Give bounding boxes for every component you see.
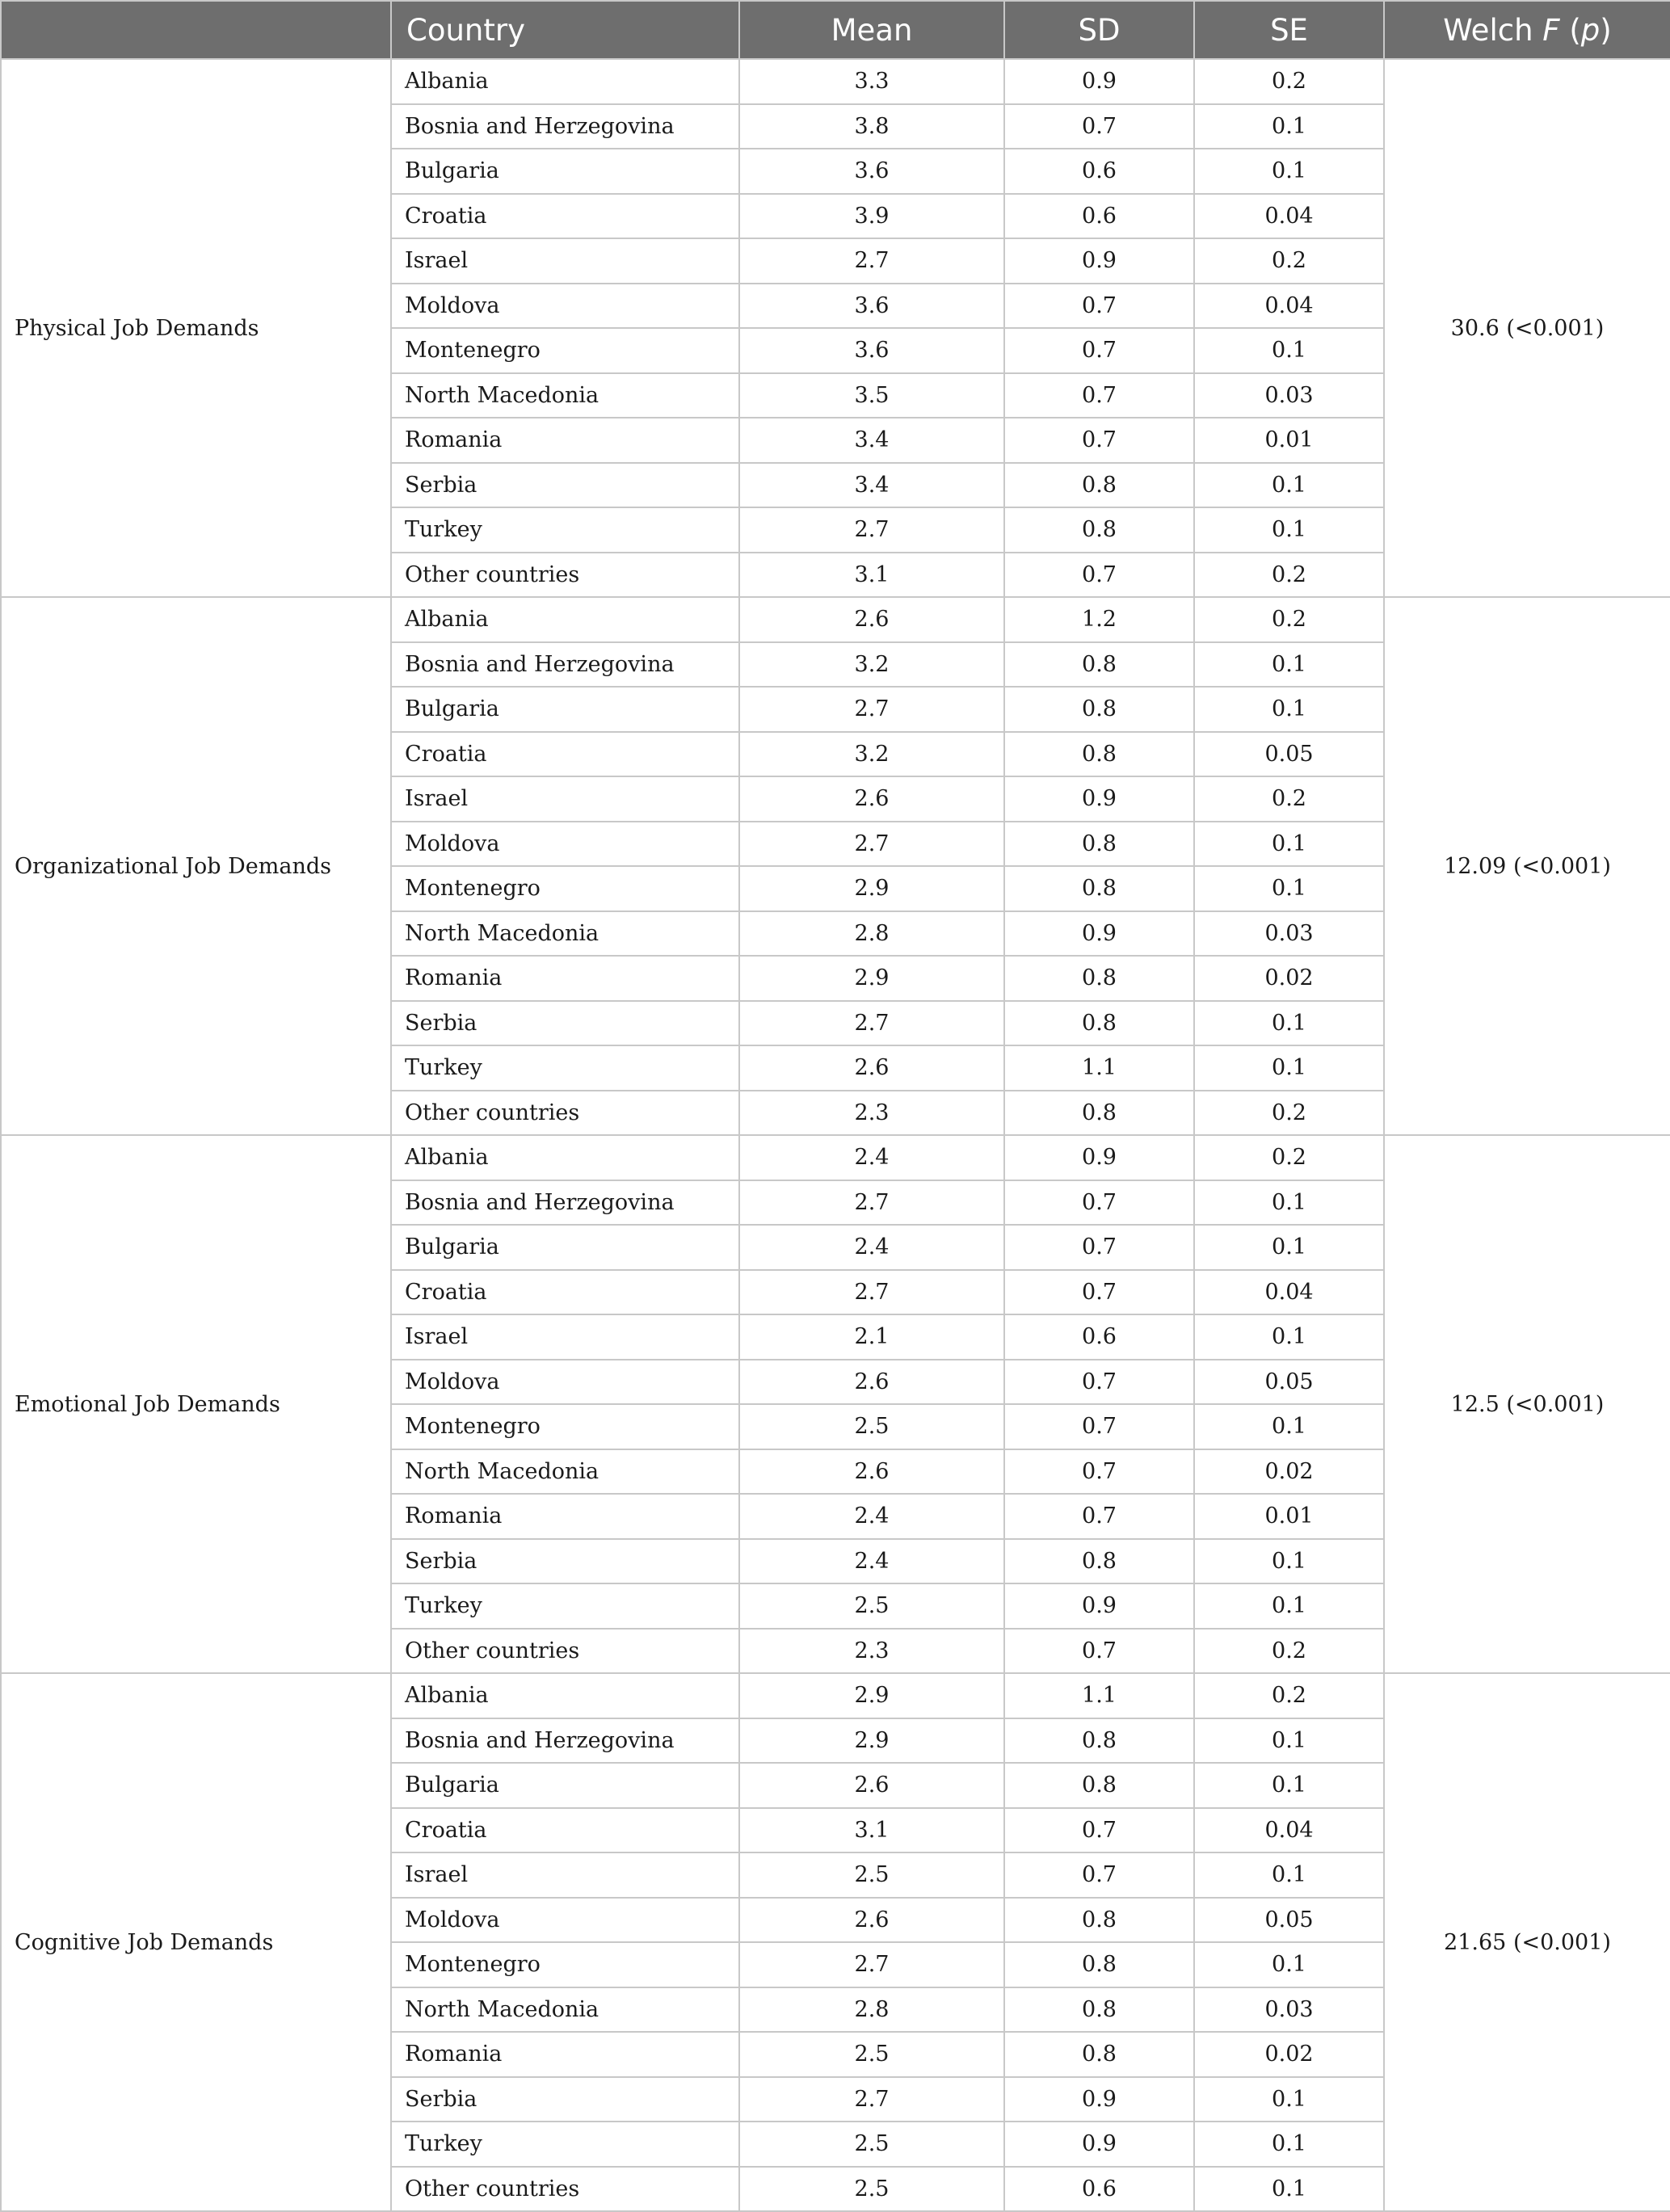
- se-cell: 0.1: [1194, 1404, 1384, 1449]
- country-cell: Romania: [391, 418, 739, 463]
- sd-cell: 0.7: [1004, 418, 1194, 463]
- se-cell: 0.1: [1194, 822, 1384, 867]
- mean-cell: 2.4: [739, 1494, 1004, 1539]
- country-cell: Bosnia and Herzegovina: [391, 1180, 739, 1226]
- welch-cell: 21.65 (<0.001): [1384, 1673, 1670, 2211]
- se-cell: 0.03: [1194, 373, 1384, 418]
- country-cell: Montenegro: [391, 1942, 739, 1987]
- mean-cell: 3.1: [739, 553, 1004, 598]
- sd-cell: 0.9: [1004, 911, 1194, 957]
- country-cell: Croatia: [391, 732, 739, 777]
- sd-cell: 0.7: [1004, 1270, 1194, 1315]
- se-cell: 0.02: [1194, 956, 1384, 1001]
- se-cell: 0.02: [1194, 1449, 1384, 1495]
- se-cell: 0.1: [1194, 1942, 1384, 1987]
- country-cell: Croatia: [391, 1808, 739, 1853]
- sd-cell: 0.7: [1004, 328, 1194, 373]
- country-cell: Bosnia and Herzegovina: [391, 1718, 739, 1764]
- country-cell: Romania: [391, 2032, 739, 2077]
- country-cell: Albania: [391, 597, 739, 642]
- mean-cell: 2.5: [739, 1404, 1004, 1449]
- sd-cell: 0.7: [1004, 1808, 1194, 1853]
- country-cell: North Macedonia: [391, 1449, 739, 1495]
- se-cell: 0.1: [1194, 1763, 1384, 1808]
- sd-cell: 0.8: [1004, 1091, 1194, 1136]
- sd-cell: 0.7: [1004, 1360, 1194, 1405]
- variable-label: Organizational Job Demands: [1, 597, 391, 1135]
- mean-cell: 2.9: [739, 866, 1004, 911]
- sd-cell: 0.8: [1004, 1539, 1194, 1584]
- country-cell: North Macedonia: [391, 373, 739, 418]
- header-welch-open: (: [1559, 12, 1581, 48]
- se-cell: 0.01: [1194, 1494, 1384, 1539]
- sd-cell: 0.7: [1004, 1180, 1194, 1226]
- country-cell: Romania: [391, 956, 739, 1001]
- mean-cell: 3.6: [739, 328, 1004, 373]
- se-cell: 0.1: [1194, 104, 1384, 149]
- se-cell: 0.1: [1194, 1539, 1384, 1584]
- country-cell: Montenegro: [391, 328, 739, 373]
- variable-label: Physical Job Demands: [1, 59, 391, 597]
- header-variable: [1, 1, 391, 59]
- mean-cell: 3.9: [739, 194, 1004, 239]
- header-sd: SD: [1004, 1, 1194, 59]
- mean-cell: 2.7: [739, 1942, 1004, 1987]
- se-cell: 0.04: [1194, 1270, 1384, 1315]
- se-cell: 0.1: [1194, 1225, 1384, 1270]
- mean-cell: 2.7: [739, 1001, 1004, 1046]
- se-cell: 0.05: [1194, 1898, 1384, 1943]
- se-cell: 0.1: [1194, 463, 1384, 508]
- sd-cell: 0.9: [1004, 59, 1194, 104]
- se-cell: 0.1: [1194, 2122, 1384, 2167]
- sd-cell: 0.6: [1004, 1314, 1194, 1360]
- mean-cell: 3.3: [739, 59, 1004, 104]
- country-cell: Turkey: [391, 2122, 739, 2167]
- sd-cell: 0.7: [1004, 1404, 1194, 1449]
- se-cell: 0.05: [1194, 1360, 1384, 1405]
- country-cell: Israel: [391, 238, 739, 284]
- se-cell: 0.2: [1194, 1629, 1384, 1674]
- country-cell: Other countries: [391, 1629, 739, 1674]
- country-cell: Israel: [391, 1314, 739, 1360]
- sd-cell: 0.8: [1004, 866, 1194, 911]
- country-cell: Croatia: [391, 1270, 739, 1315]
- sd-cell: 0.7: [1004, 1225, 1194, 1270]
- se-cell: 0.05: [1194, 732, 1384, 777]
- mean-cell: 3.4: [739, 418, 1004, 463]
- mean-cell: 2.6: [739, 1763, 1004, 1808]
- sd-cell: 0.9: [1004, 2077, 1194, 2122]
- sd-cell: 0.7: [1004, 373, 1194, 418]
- sd-cell: 0.6: [1004, 194, 1194, 239]
- sd-cell: 0.8: [1004, 1898, 1194, 1943]
- welch-cell: 12.5 (<0.001): [1384, 1135, 1670, 1673]
- se-cell: 0.04: [1194, 194, 1384, 239]
- mean-cell: 2.5: [739, 1583, 1004, 1629]
- se-cell: 0.1: [1194, 328, 1384, 373]
- mean-cell: 2.6: [739, 1045, 1004, 1091]
- sd-cell: 0.7: [1004, 104, 1194, 149]
- mean-cell: 2.7: [739, 687, 1004, 732]
- mean-cell: 2.7: [739, 238, 1004, 284]
- country-cell: Montenegro: [391, 866, 739, 911]
- sd-cell: 0.6: [1004, 149, 1194, 194]
- se-cell: 0.01: [1194, 418, 1384, 463]
- se-cell: 0.1: [1194, 2077, 1384, 2122]
- country-cell: Bosnia and Herzegovina: [391, 104, 739, 149]
- country-cell: Israel: [391, 1852, 739, 1898]
- sd-cell: 0.8: [1004, 1001, 1194, 1046]
- sd-cell: 1.1: [1004, 1673, 1194, 1718]
- se-cell: 0.1: [1194, 1583, 1384, 1629]
- header-country: Country: [391, 1, 739, 59]
- sd-cell: 0.8: [1004, 822, 1194, 867]
- country-cell: Serbia: [391, 2077, 739, 2122]
- sd-cell: 0.7: [1004, 1629, 1194, 1674]
- country-cell: Bosnia and Herzegovina: [391, 642, 739, 688]
- sd-cell: 0.9: [1004, 238, 1194, 284]
- se-cell: 0.2: [1194, 1673, 1384, 1718]
- mean-cell: 2.8: [739, 911, 1004, 957]
- table-row: [1, 1673, 1670, 1718]
- table-header: [1, 1, 1670, 59]
- sd-cell: 0.7: [1004, 1852, 1194, 1898]
- se-cell: 0.1: [1194, 149, 1384, 194]
- country-cell: Bulgaria: [391, 1763, 739, 1808]
- sd-cell: 0.7: [1004, 553, 1194, 598]
- sd-cell: 0.9: [1004, 1583, 1194, 1629]
- header-welch-p: p: [1580, 12, 1601, 48]
- sd-cell: 0.8: [1004, 1987, 1194, 2033]
- country-cell: Moldova: [391, 822, 739, 867]
- sd-cell: 0.6: [1004, 2167, 1194, 2212]
- welch-cell: 12.09 (<0.001): [1384, 597, 1670, 1135]
- country-cell: Turkey: [391, 1045, 739, 1091]
- sd-cell: 0.8: [1004, 956, 1194, 1001]
- sd-cell: 0.9: [1004, 1135, 1194, 1180]
- mean-cell: 2.7: [739, 822, 1004, 867]
- country-cell: Other countries: [391, 1091, 739, 1136]
- country-cell: Bulgaria: [391, 687, 739, 732]
- mean-cell: 3.6: [739, 284, 1004, 329]
- mean-cell: 2.5: [739, 1852, 1004, 1898]
- country-cell: Turkey: [391, 507, 739, 553]
- country-cell: Romania: [391, 1494, 739, 1539]
- header-row: [1, 1, 1670, 59]
- se-cell: 0.1: [1194, 1718, 1384, 1764]
- mean-cell: 2.6: [739, 1360, 1004, 1405]
- country-cell: Israel: [391, 776, 739, 822]
- header-se: SE: [1194, 1, 1384, 59]
- mean-cell: 3.1: [739, 1808, 1004, 1853]
- mean-cell: 2.9: [739, 1673, 1004, 1718]
- mean-cell: 2.4: [739, 1135, 1004, 1180]
- se-cell: 0.03: [1194, 911, 1384, 957]
- mean-cell: 2.8: [739, 1987, 1004, 2033]
- se-cell: 0.1: [1194, 1045, 1384, 1091]
- table-body: [1, 59, 1670, 2211]
- se-cell: 0.2: [1194, 238, 1384, 284]
- table-row: [1, 59, 1670, 104]
- mean-cell: 3.8: [739, 104, 1004, 149]
- mean-cell: 2.5: [739, 2122, 1004, 2167]
- mean-cell: 3.2: [739, 732, 1004, 777]
- country-cell: Moldova: [391, 1898, 739, 1943]
- header-welch-prefix: Welch: [1443, 12, 1543, 48]
- country-cell: Turkey: [391, 1583, 739, 1629]
- sd-cell: 0.9: [1004, 776, 1194, 822]
- se-cell: 0.1: [1194, 687, 1384, 732]
- mean-cell: 2.6: [739, 1898, 1004, 1943]
- se-cell: 0.03: [1194, 1987, 1384, 2033]
- mean-cell: 2.1: [739, 1314, 1004, 1360]
- sd-cell: 0.8: [1004, 1718, 1194, 1764]
- se-cell: 0.2: [1194, 776, 1384, 822]
- sd-cell: 0.8: [1004, 2032, 1194, 2077]
- sd-cell: 0.8: [1004, 1763, 1194, 1808]
- country-cell: Other countries: [391, 553, 739, 598]
- country-cell: Serbia: [391, 1539, 739, 1584]
- sd-cell: 0.8: [1004, 732, 1194, 777]
- country-cell: Albania: [391, 1673, 739, 1718]
- se-cell: 0.04: [1194, 1808, 1384, 1853]
- mean-cell: 2.6: [739, 1449, 1004, 1495]
- table-row: [1, 597, 1670, 642]
- se-cell: 0.2: [1194, 597, 1384, 642]
- country-cell: Albania: [391, 59, 739, 104]
- country-cell: Moldova: [391, 1360, 739, 1405]
- sd-cell: 0.7: [1004, 284, 1194, 329]
- mean-cell: 3.2: [739, 642, 1004, 688]
- country-cell: North Macedonia: [391, 1987, 739, 2033]
- country-cell: Serbia: [391, 463, 739, 508]
- mean-cell: 2.4: [739, 1539, 1004, 1584]
- sd-cell: 0.7: [1004, 1449, 1194, 1495]
- se-cell: 0.1: [1194, 1314, 1384, 1360]
- mean-cell: 2.9: [739, 956, 1004, 1001]
- header-welch-f: F: [1542, 12, 1560, 48]
- country-cell: Other countries: [391, 2167, 739, 2212]
- se-cell: 0.2: [1194, 1135, 1384, 1180]
- se-cell: 0.1: [1194, 642, 1384, 688]
- header-welch: [1384, 1, 1670, 59]
- sd-cell: 0.8: [1004, 463, 1194, 508]
- se-cell: 0.1: [1194, 2167, 1384, 2212]
- mean-cell: 2.6: [739, 776, 1004, 822]
- header-mean: Mean: [739, 1, 1004, 59]
- sd-cell: 0.8: [1004, 687, 1194, 732]
- country-cell: Montenegro: [391, 1404, 739, 1449]
- se-cell: 0.04: [1194, 284, 1384, 329]
- mean-cell: 2.3: [739, 1091, 1004, 1136]
- country-cell: Serbia: [391, 1001, 739, 1046]
- sd-cell: 0.8: [1004, 507, 1194, 553]
- se-cell: 0.1: [1194, 1180, 1384, 1226]
- country-cell: Croatia: [391, 194, 739, 239]
- se-cell: 0.02: [1194, 2032, 1384, 2077]
- sd-cell: 1.1: [1004, 1045, 1194, 1091]
- country-cell: Bulgaria: [391, 149, 739, 194]
- sd-cell: 0.8: [1004, 642, 1194, 688]
- sd-cell: 0.8: [1004, 1942, 1194, 1987]
- se-cell: 0.1: [1194, 1852, 1384, 1898]
- country-cell: Moldova: [391, 284, 739, 329]
- mean-cell: 3.4: [739, 463, 1004, 508]
- variable-label: Emotional Job Demands: [1, 1135, 391, 1673]
- mean-cell: 2.7: [739, 2077, 1004, 2122]
- mean-cell: 2.9: [739, 1718, 1004, 1764]
- country-cell: North Macedonia: [391, 911, 739, 957]
- country-cell: Bulgaria: [391, 1225, 739, 1270]
- mean-cell: 2.6: [739, 597, 1004, 642]
- sd-cell: 0.9: [1004, 2122, 1194, 2167]
- table-row: [1, 1135, 1670, 1180]
- country-cell: Albania: [391, 1135, 739, 1180]
- header-welch-close: ): [1600, 12, 1612, 48]
- mean-cell: 2.7: [739, 507, 1004, 553]
- se-cell: 0.1: [1194, 1001, 1384, 1046]
- se-cell: 0.1: [1194, 866, 1384, 911]
- se-cell: 0.2: [1194, 59, 1384, 104]
- se-cell: 0.2: [1194, 1091, 1384, 1136]
- variable-label: Cognitive Job Demands: [1, 1673, 391, 2211]
- mean-cell: 3.6: [739, 149, 1004, 194]
- mean-cell: 2.7: [739, 1180, 1004, 1226]
- sd-cell: 0.7: [1004, 1494, 1194, 1539]
- mean-cell: 2.3: [739, 1629, 1004, 1674]
- mean-cell: 2.4: [739, 1225, 1004, 1270]
- sd-cell: 1.2: [1004, 597, 1194, 642]
- se-cell: 0.2: [1194, 553, 1384, 598]
- mean-cell: 2.5: [739, 2167, 1004, 2212]
- mean-cell: 2.7: [739, 1270, 1004, 1315]
- mean-cell: 3.5: [739, 373, 1004, 418]
- welch-cell: 30.6 (<0.001): [1384, 59, 1670, 597]
- mean-cell: 2.5: [739, 2032, 1004, 2077]
- se-cell: 0.1: [1194, 507, 1384, 553]
